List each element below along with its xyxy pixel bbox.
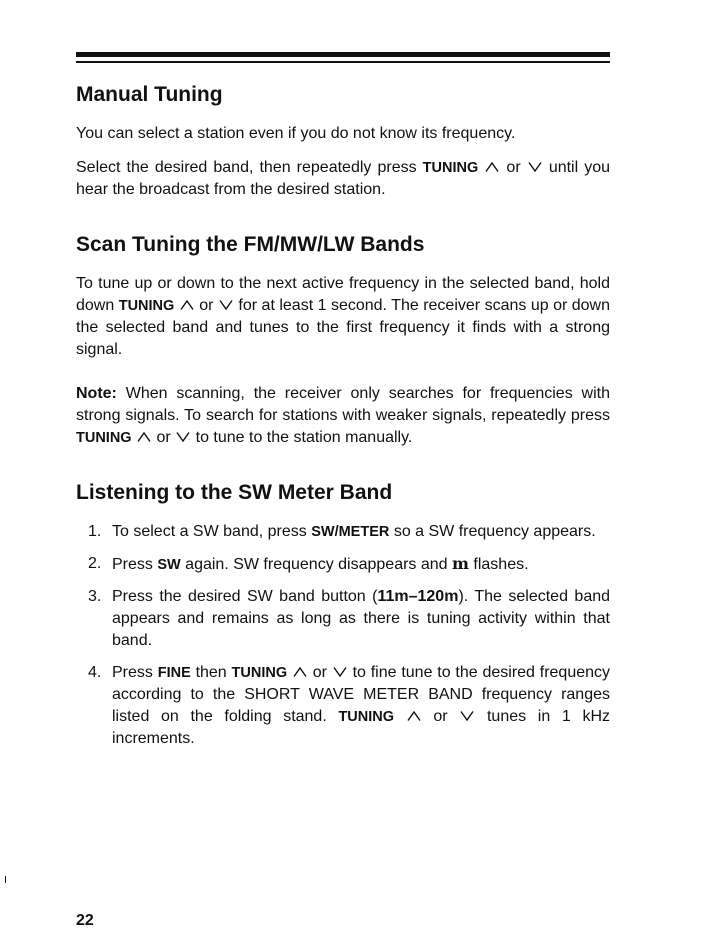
sw-steps-list <box>76 521 610 750</box>
up-arrow-icon <box>137 432 151 442</box>
page-number: 22 <box>76 912 94 929</box>
scan-tuning-paragraph: To tune up or down to the next active frequency in the selected band, hold down TUNING or for at least 1 second. The receiver scans up or down the selected band and tunes to the first frequency it finds with a strong signal. <box>76 275 611 358</box>
tuning-key: TUNING <box>118 298 175 314</box>
scan-tuning-note: Note: When scanning, the receiver only searches for frequencies with strong signals. To search for stations with weaker signals, repeatedly press TUNING or to tune to the station manually. <box>76 385 610 446</box>
meter-indicator: m <box>452 554 469 573</box>
page-content <box>76 80 610 750</box>
down-arrow-icon <box>528 162 542 172</box>
down-arrow-icon <box>460 711 474 721</box>
tuning-key: TUNING <box>76 430 132 446</box>
sw-meter-key: SW/METER <box>311 524 390 540</box>
down-arrow-icon <box>219 300 233 310</box>
tuning-key: TUNING <box>231 665 288 681</box>
header-rule-thin <box>76 61 610 63</box>
manual-tuning-heading: Manual Tuning <box>76 83 223 106</box>
tuning-key: TUNING <box>338 709 395 725</box>
up-arrow-icon <box>485 162 499 172</box>
up-arrow-icon <box>180 300 194 310</box>
list-item: 2. Press SW again. SW frequency disappears and m flashes. <box>88 554 529 573</box>
list-item: 1. To select a SW band, press SW/METER so a SW frequency appears. <box>88 523 596 540</box>
fine-key: FINE <box>157 665 191 681</box>
list-item: 3. Press the desired SW band button (11m–120m). The selected band appears and remains as long as there is tuning activity within that band. <box>88 588 611 649</box>
down-arrow-icon <box>333 667 347 677</box>
manual-tuning-intro: You can select a station even if you do not know its frequency. <box>76 125 516 142</box>
scan-tuning-heading: Scan Tuning the FM/MW/LW Bands <box>76 233 425 256</box>
header-rule-thick <box>76 52 610 57</box>
list-item: 4. Press FINE then TUNING or to fine tune to the desired frequency according to the SHORT WAVE METER BAND frequency ranges listed on the folding stand. TUNING or tunes in 1 kHz increments. <box>88 664 611 747</box>
down-arrow-icon <box>176 432 190 442</box>
sw-key: SW <box>157 557 181 573</box>
margin-mark <box>5 876 6 883</box>
note-label: Note: <box>76 385 117 402</box>
sw-meter-band-heading: Listening to the SW Meter Band <box>76 481 393 504</box>
band-range: 11m–120m <box>377 588 459 605</box>
up-arrow-icon <box>407 711 421 721</box>
manual-tuning-instructions: Select the desired band, then repeatedly press TUNING or until you hear the broadcast from the desired station. <box>76 159 611 198</box>
up-arrow-icon <box>293 667 307 677</box>
tuning-key: TUNING <box>422 160 479 176</box>
